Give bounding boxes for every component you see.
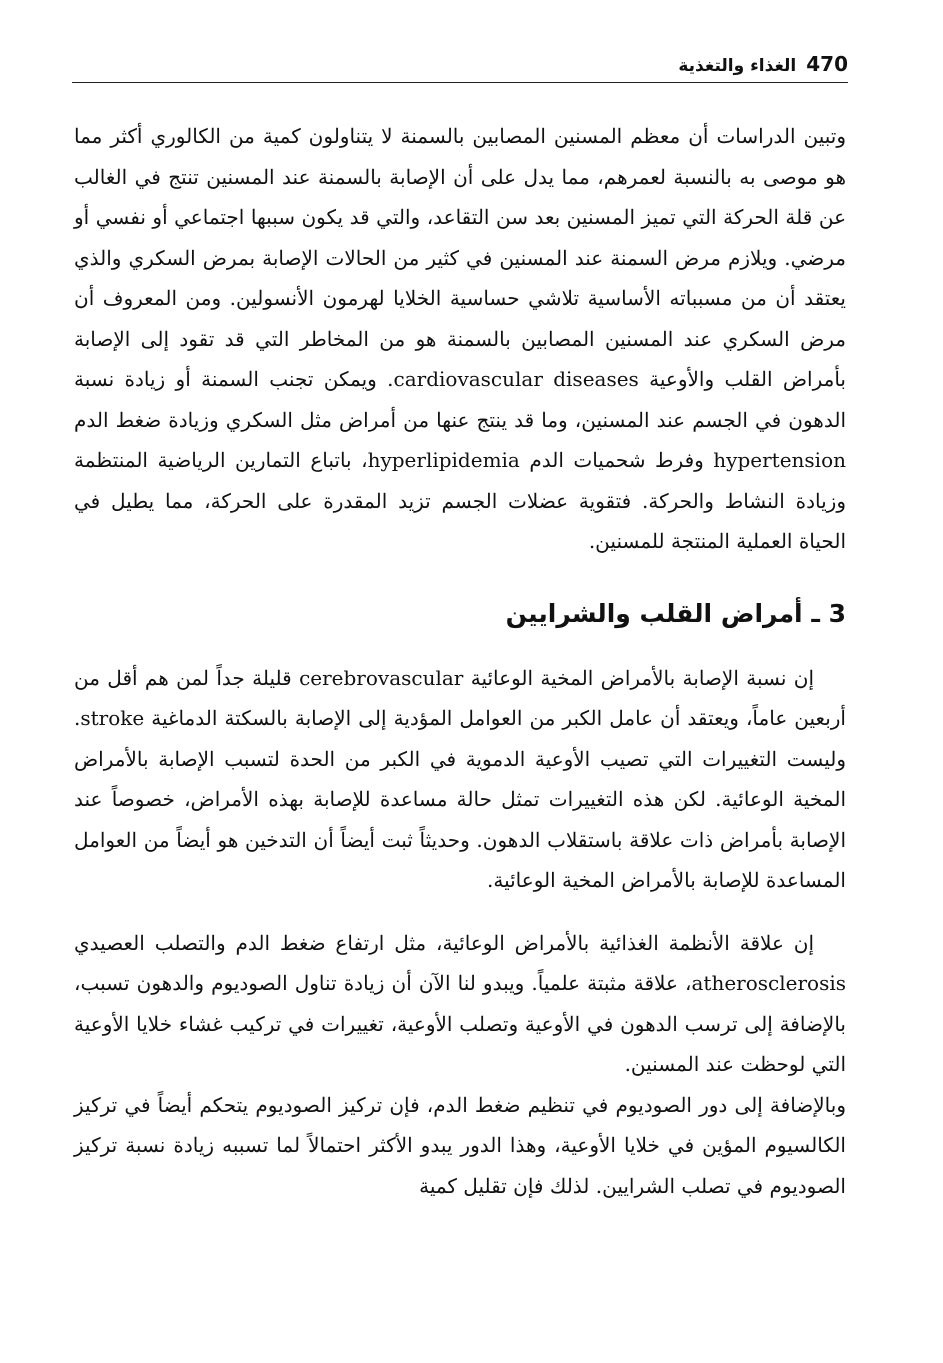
paragraph-cerebrovascular: إن نسبة الإصابة بالأمراض المخية الوعائية cerebrovascular قليلة جداً لمن هم أقل من أربعين عاماً، ويعتقد أن عامل الكبر من العوامل المؤدية إلى الإصابة بالسكتة الدماغية stroke. وليست التغييرات التي تصيب الأوعية الدموية في الكبر من الحدة لتسبب الإصابة بالأمراض المخية الوعائية. لكن هذه التغييرات تمثل حالة مساعدة للإصابة بهذه الأمراض، خصوصاً عند الإصابة بأمراض ذات علاقة باستقلاب الدهون. وحديثاً ثبت أيضاً أن التدخين هو أيضاً من العوامل المساعدة للإصابة بالأمراض المخية الوعائية. [74, 665, 846, 892]
paragraph-obesity: وتبين الدراسات أن معظم المسنين المصابين بالسمنة لا يتناولون كمية من الكالوري أكثر مما هو موصى به بالنسبة لعمرهم، مما يدل على أن الإصابة بالسمنة عند المسنين تنتج في الغالب عن قلة الحركة التي تميز المسنين بعد سن التقاعد، والتي قد يكون سببها اجتماعي أو نفسي أو مرضي. ويلازم مرض السمنة عند المسنين في كثير من الحالات الإصابة بمرض السكري والذي يعتقد أن من مسبباته الأساسية تلاشي حساسية الخلايا لهرمون الأنسولين. ومن المعروف أن مرض السكري عند المسنين المصابين بالسمنة هو من المخاطر التي قد تقود إلى الإصابة بأمراض القلب والأوعية cardiovascular diseases. ويمكن تجنب السمنة أو زيادة نسبة الدهون في الجسم عند المسنين، وما قد ينتج عنها من أمراض مثل السكري وزيادة ضغط الدم hypertension وفرط شحميات الدم hyperlipidemia، باتباع التمارين الرياضية المنتظمة وزيادة النشاط والحركة. فتقوية عضلات الجسم تزيد المقدرة على الحركة، مما يطيل في الحياة العملية المنتجة للمسنين. [74, 124, 847, 553]
page-body [74, 116, 846, 1206]
section-heading: 3 ـ أمراض القلب والشرايين [505, 598, 846, 628]
page-number: 470 [806, 52, 848, 76]
paragraph-sodium: وبالإضافة إلى دور الصوديوم في تنظيم ضغط الدم، فإن تركيز الصوديوم يتحكم أيضاً في تركيز الكالسيوم المؤين في خلايا الأوعية، وهذا الدور يبدو الأكثر احتمالاً لما تسببه زيادة نسبة تركيز الصوديوم في تصلب الشرايين. لذلك فإن تقليل كمية [74, 1092, 846, 1198]
running-title: الغذاء والتغذية [678, 56, 797, 76]
paragraph-diet-vascular: إن علاقة الأنظمة الغذائية بالأمراض الوعائية، مثل ارتفاع ضغط الدم والتصلب العصيدي atherosclerosis، علاقة مثبتة علمياً. ويبدو لنا الآن أن زيادة تناول الصوديوم والدهون تسبب، بالإضافة إلى ترسب الدهون في الأوعية وتصلب الأوعية، تغييرات في تركيب غشاء خلايا الأوعية التي لوحظت عند المسنين. [74, 930, 846, 1076]
page-header [72, 52, 848, 83]
